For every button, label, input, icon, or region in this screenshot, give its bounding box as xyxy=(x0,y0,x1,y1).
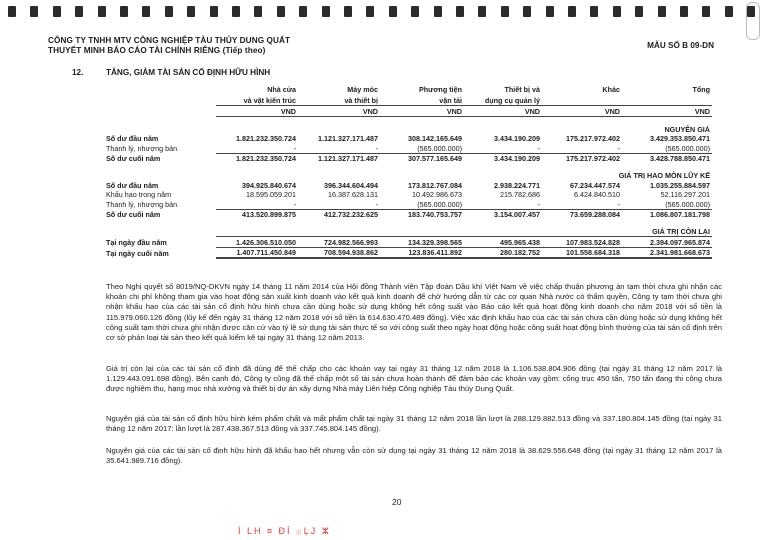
value-cell: - xyxy=(617,143,620,153)
table-header-row xyxy=(106,94,712,106)
value-cell: - xyxy=(293,199,296,209)
value-cell: 18.595.059.201 xyxy=(246,190,296,200)
value-cell: 107.983.524.828 xyxy=(542,236,622,247)
value-cell: 3.154.007.457 xyxy=(464,209,542,219)
red-stamp-marks: Ì LH ¤ ĐÍ ۞ ḶJ ⵣ xyxy=(238,526,331,536)
row-label: Số dư đầu năm xyxy=(106,180,159,190)
section-heading xyxy=(72,68,270,77)
group-title: GIÁ TRỊ HAO MÒN LŨY KẾ xyxy=(618,170,710,180)
row-label: Khấu hao trong năm xyxy=(106,190,172,200)
column-header: và vật kiến trúc xyxy=(243,96,296,105)
value-cell: 2.341.981.668.673 xyxy=(622,247,712,258)
table-row xyxy=(106,247,712,258)
group-title: GIÁ TRỊ CÒN LẠI xyxy=(652,226,710,236)
value-cell: 123.836.411.892 xyxy=(380,247,464,258)
paragraph-4: Nguyên giá của các tài sản cố định hữu hình đã khấu hao hết nhưng vẫn còn sử dụng tại ngày 31 tháng 12 năm 2018 là 38.629.556.648 đồng (tại ngày 31 tháng 12 năm 2017 là 35.641.989.716 đồng). xyxy=(106,446,722,466)
row-label: Tại ngày đầu năm xyxy=(106,238,167,248)
table-row xyxy=(106,209,712,219)
unit-cell: VND xyxy=(298,106,380,117)
binder-hole xyxy=(658,6,666,17)
paragraph-3: Nguyên giá của tài sản cố định hữu hình kém phẩm chất và mất phẩm chất tại ngày 31 tháng 12 năm 2018 lần lượt là 288.129.882.513 đồng và 337.180.804.145 đồng (tại ngày 31 tháng 12 năm 2017: lần lượt là 287.438.367.513 đồng và 337.745.804.145 đồng). xyxy=(106,414,722,434)
group-title-row xyxy=(106,124,712,134)
document-header xyxy=(48,36,290,56)
binder-hole xyxy=(635,6,643,17)
value-cell: 1.086.807.181.798 xyxy=(622,209,712,219)
unit-cell: VND xyxy=(542,106,622,117)
column-header: Tổng xyxy=(692,85,710,94)
group-title: NGUYÊN GIÁ xyxy=(664,124,710,134)
row-label: Số dư cuối năm xyxy=(106,154,161,164)
binder-holes xyxy=(0,6,768,20)
value-cell: 3.434.190.209 xyxy=(494,134,540,144)
column-header xyxy=(622,94,712,106)
value-cell: - xyxy=(375,143,378,153)
value-cell: 413.520.899.875 xyxy=(216,209,298,219)
binder-hole xyxy=(568,6,576,17)
section-title: TĂNG, GIẢM TÀI SẢN CỐ ĐỊNH HỮU HÌNH xyxy=(106,68,271,77)
column-header: Phương tiện xyxy=(418,85,462,94)
column-header: vận tải xyxy=(439,96,462,105)
value-cell: - xyxy=(617,199,620,209)
value-cell: 495.965.438 xyxy=(464,236,542,247)
column-header xyxy=(542,94,622,106)
binder-hole xyxy=(187,6,195,17)
binder-hole xyxy=(456,6,464,17)
binder-hole xyxy=(75,6,83,17)
binder-ring xyxy=(746,2,760,40)
value-cell: 101.558.684.318 xyxy=(542,247,622,258)
table-row xyxy=(106,180,712,190)
value-cell: - xyxy=(375,199,378,209)
value-cell: 16.387.628.131 xyxy=(328,190,378,200)
unit-cell: VND xyxy=(464,106,542,117)
page-number: 20 xyxy=(392,497,402,507)
binder-hole xyxy=(546,6,554,17)
value-cell: (565.000.000) xyxy=(665,199,710,209)
binder-hole xyxy=(389,6,397,17)
value-cell: 1.407.711.450.849 xyxy=(216,247,298,258)
value-cell: 73.659.288.084 xyxy=(542,209,622,219)
value-cell: - xyxy=(293,143,296,153)
value-cell: 308.142.165.649 xyxy=(408,134,462,144)
paragraph-2: Giá trị còn lại của các tài sản cố định đã dùng để thế chấp cho các khoản vay tại ngày 31 tháng 12 năm 2018 là 1.106.538.804.906 đồng (tại ngày 31 tháng 12 năm 2017 là 1.129.443.091.698 đồng). Bên cạnh đó, Công ty cũng đã thế chấp một số tài sản chưa hoàn thành để đảm bảo các khoản vay gồm: cổng trục 450 tấn, 750 tấn đang thi công chưa được nghiệm thu, hạng mục nhà xưởng và thiết bị dự án xây dựng Nhà máy Liên hiệp Công nghiệp Tàu thủy Dung Quất. xyxy=(106,364,722,394)
value-cell: 3.434.190.209 xyxy=(464,153,542,163)
row-label: Thanh lý, nhượng bán xyxy=(106,200,178,210)
binder-hole xyxy=(165,6,173,17)
row-label: Số dư đầu năm xyxy=(106,134,159,144)
binder-hole xyxy=(277,6,285,17)
value-cell: 1.035.255.884.597 xyxy=(650,180,710,190)
value-cell: 215.782.686 xyxy=(500,190,540,200)
value-cell: 1.426.306.510.050 xyxy=(216,236,298,247)
value-cell: 1.821.232.350.724 xyxy=(236,134,296,144)
value-cell: 134.329.398.565 xyxy=(380,236,464,247)
value-cell: 52.116.297.201 xyxy=(660,190,710,200)
binder-hole xyxy=(702,6,710,17)
binder-hole xyxy=(53,6,61,17)
value-cell: - xyxy=(537,143,540,153)
binder-hole xyxy=(30,6,38,17)
company-name: CÔNG TY TNHH MTV CÔNG NGHIỆP TÀU THỦY DUNG QUẤT xyxy=(48,36,291,45)
binder-hole xyxy=(613,6,621,17)
row-label: Tại ngày cuối năm xyxy=(106,249,169,259)
group-title-row xyxy=(106,170,712,180)
column-header: và thiết bị xyxy=(344,96,378,105)
unit-cell: VND xyxy=(380,106,464,117)
column-header: dụng cụ quản lý xyxy=(484,96,540,105)
value-cell: 10.492.986.673 xyxy=(412,190,462,200)
column-header: Khác xyxy=(602,85,620,94)
value-cell: 1.821.232.350.724 xyxy=(216,153,298,163)
table-row xyxy=(106,153,712,163)
binder-hole xyxy=(590,6,598,17)
form-code: MẪU SỐ B 09-DN xyxy=(647,41,714,50)
section-number: 12. xyxy=(72,68,84,77)
binder-hole xyxy=(725,6,733,17)
fixed-assets-table xyxy=(106,83,712,259)
binder-hole xyxy=(434,6,442,17)
table-row xyxy=(106,143,712,153)
row-label: Số dư cuối năm xyxy=(106,210,161,220)
value-cell: (565.000.000) xyxy=(417,143,462,153)
value-cell: (565.000.000) xyxy=(417,199,462,209)
table-header-row xyxy=(106,83,712,94)
binder-hole xyxy=(411,6,419,17)
column-header: Thiết bị và xyxy=(504,85,540,94)
binder-hole xyxy=(366,6,374,17)
binder-hole xyxy=(680,6,688,17)
binder-hole xyxy=(232,6,240,17)
binder-hole xyxy=(120,6,128,17)
value-cell: 175.217.972.402 xyxy=(542,153,622,163)
value-cell: 1.121.327.171.487 xyxy=(298,153,380,163)
value-cell: 412.732.232.625 xyxy=(298,209,380,219)
binder-hole xyxy=(523,6,531,17)
column-header: Nhà cửa xyxy=(267,85,296,94)
column-header: Máy móc xyxy=(347,85,378,94)
value-cell: 3.428.788.850.471 xyxy=(622,153,712,163)
value-cell: (565.000.000) xyxy=(665,143,710,153)
table-row xyxy=(106,199,712,209)
value-cell: 2.394.097.965.874 xyxy=(622,236,712,247)
value-cell: 396.344.604.494 xyxy=(324,180,378,190)
binder-hole xyxy=(8,6,16,17)
value-cell: 708.594.938.862 xyxy=(298,247,380,258)
value-cell: 6.424.840.510 xyxy=(574,190,620,200)
binder-hole xyxy=(344,6,352,17)
binder-hole xyxy=(478,6,486,17)
binder-hole xyxy=(142,6,150,17)
binder-hole xyxy=(98,6,106,17)
binder-hole xyxy=(501,6,509,17)
value-cell: 2.938.224.771 xyxy=(494,180,540,190)
group-title-row xyxy=(106,226,712,236)
row-label: Thanh lý, nhượng bán xyxy=(106,144,178,154)
value-cell: 307.577.165.649 xyxy=(380,153,464,163)
binder-hole xyxy=(322,6,330,17)
value-cell: 173.812.767.084 xyxy=(408,180,462,190)
table-row xyxy=(106,236,712,247)
value-cell: 394.925.840.674 xyxy=(242,180,296,190)
binder-hole xyxy=(210,6,218,17)
value-cell: 280.182.752 xyxy=(464,247,542,258)
value-cell: 175.217.972.402 xyxy=(566,134,620,144)
table-row xyxy=(106,134,712,144)
value-cell: 1.121.327.171.487 xyxy=(318,134,378,144)
report-title: THUYẾT MINH BÁO CÁO TÀI CHÍNH RIÊNG (Tiếp theo) xyxy=(48,46,266,55)
unit-cell: VND xyxy=(622,106,712,117)
unit-cell: VND xyxy=(216,106,298,117)
unit-row xyxy=(106,106,712,117)
value-cell: 724.982.566.993 xyxy=(298,236,380,247)
value-cell: 67.234.447.574 xyxy=(570,180,620,190)
binder-hole xyxy=(299,6,307,17)
table-row xyxy=(106,190,712,200)
value-cell: - xyxy=(537,199,540,209)
value-cell: 3.429.353.850.471 xyxy=(650,134,710,144)
binder-hole xyxy=(254,6,262,17)
value-cell: 183.740.753.757 xyxy=(380,209,464,219)
paragraph-1: Theo Nghị quyết số 8019/NQ-DKVN ngày 14 tháng 11 năm 2014 của Hội đồng Thành viên Tập đoàn Dầu khí Việt Nam về việc chấp thuận phương án tạm thời chưa ghi nhận các khoản chi phí không tham gia vào hoạt động sản xuất kinh doanh vào kết quả kinh doanh để chờ hướng dẫn từ các cơ quan Nhà nước có thẩm quyền, Công ty tạm thời chưa ghi nhận khấu hao của các tài sản cố định hữu hình chưa cần dùng hoặc sử dụng không hết công suất vào Báo cáo kết quả hoạt động kinh doanh cho năm 2018 với số tiền là 115.979.060.126 đồng (lũy kế đến ngày 31 tháng 12 năm 2018 với số tiền là 614.630.470.489 đồng). Việc xác định khấu hao của các tài sản chưa cần dùng hoặc sử dụng không hết công suất tạm thời chưa ghi nhận được căn cứ vào tỷ lệ sử dụng tài sản thực tế so với công suất theo ngày hoạt động hoặc công suất hoạt động bình thường của tài sản cố định trên cơ sở phản loại tài sản theo kết quả kiểm kê tại ngày 31 tháng 12 năm 2013. xyxy=(106,282,722,343)
